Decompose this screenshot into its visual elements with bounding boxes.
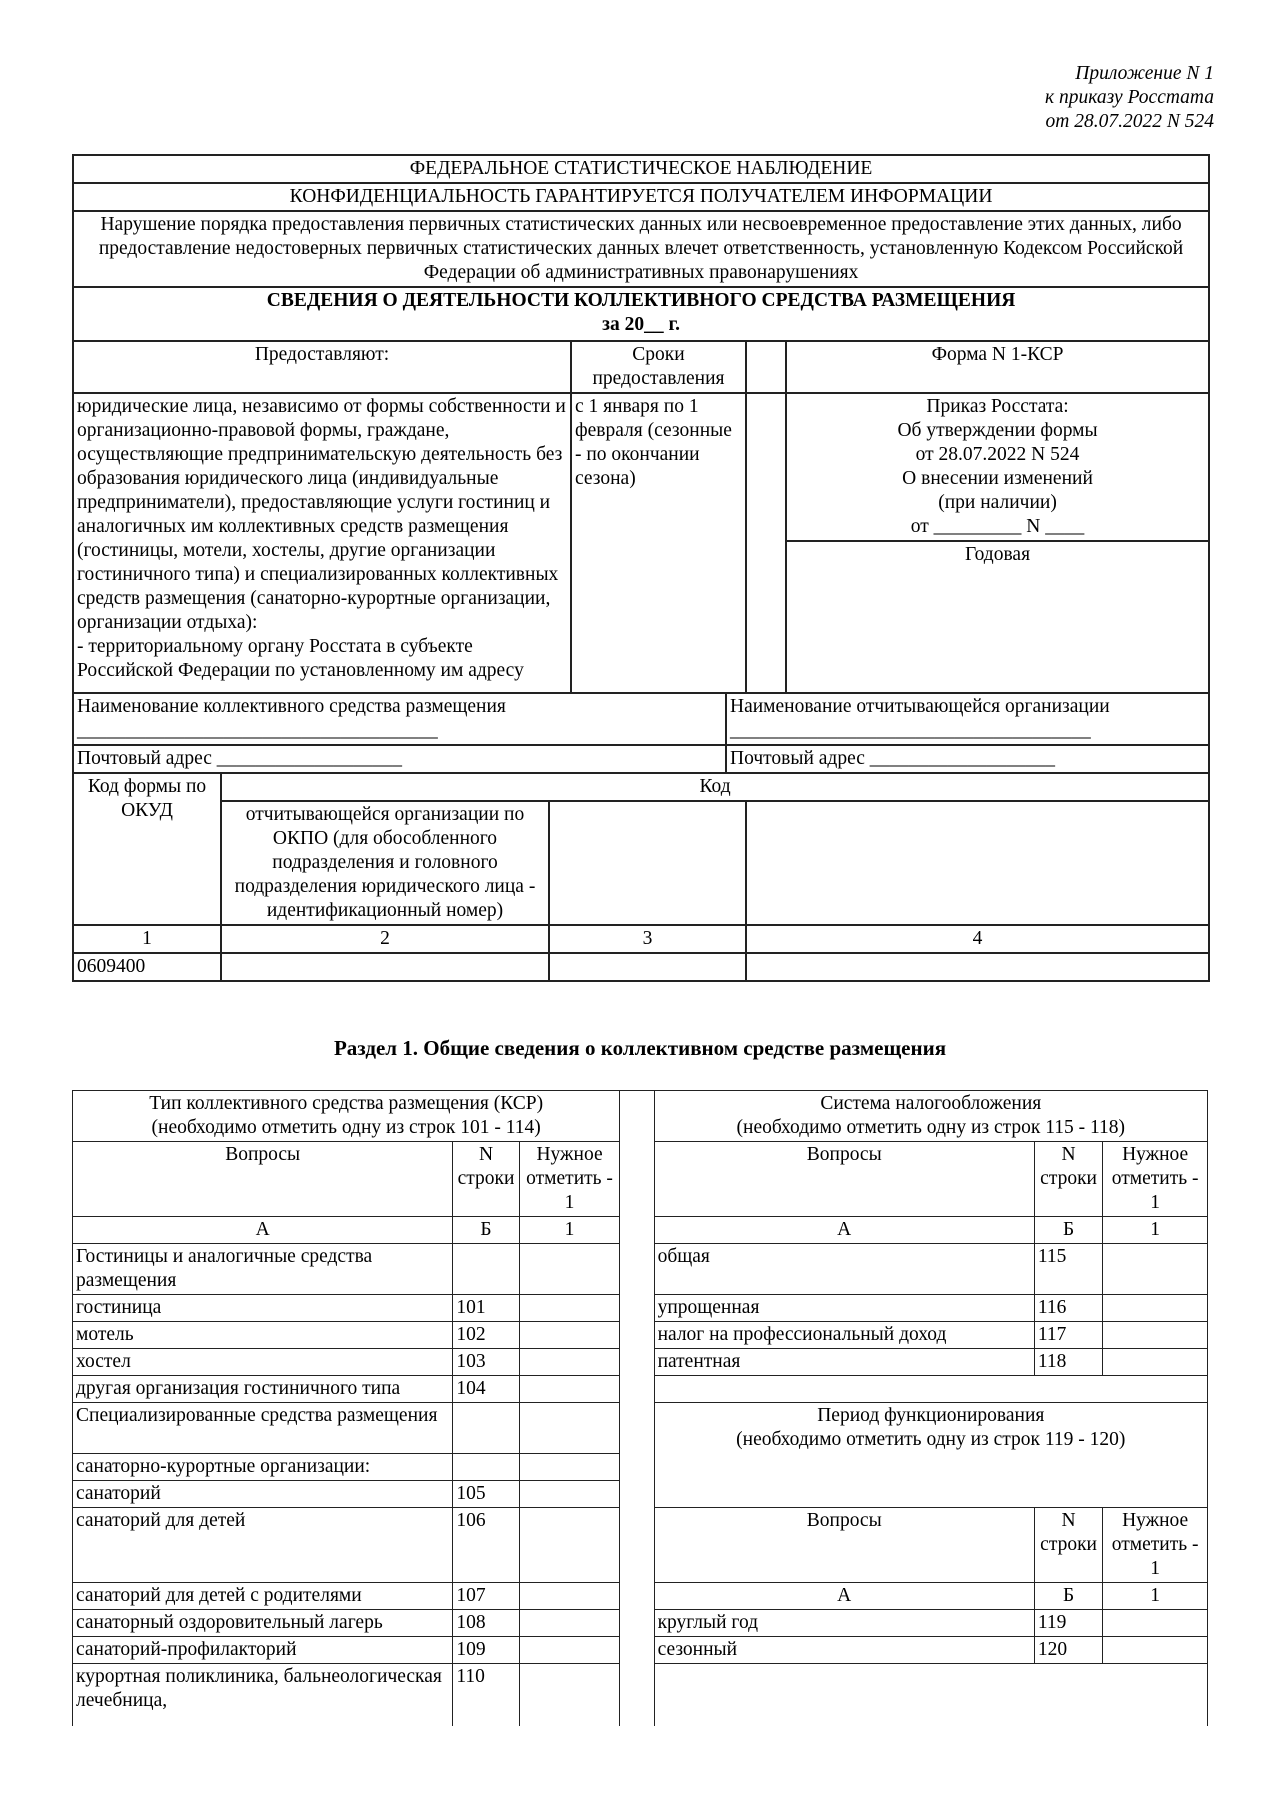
confidentiality-note: КОНФИДЕНЦИАЛЬНОСТЬ ГАРАНТИРУЕТСЯ ПОЛУЧАТЕЛЕМ ИНФОРМАЦИИ [73,183,1209,211]
line-number: 107 [453,1583,519,1610]
form-title-cell [73,287,1209,341]
col-questions: Вопросы [73,1142,453,1217]
col-mark: Нужное отметить - 1 [519,1142,620,1217]
okpo-input[interactable] [221,953,549,981]
period-col-b: Б [1034,1583,1102,1610]
section1-table [72,1090,1208,1726]
table-row-label: Гостиницы и аналогичные средства размещения [73,1244,453,1295]
tax-hint: (необходимо отметить одну из строк 115 - 118) [736,1117,1126,1138]
postal-address-org[interactable]: Почтовый адрес ___________________ [726,745,1209,773]
provide-text-2: - территориальному органу Росстата в субъекте Российской Федерации по установленному им адресу [77,636,524,681]
provide-text: юридические лица, независимо от формы собственности и организационно-правовой формы, граждане, осуществляющие предпринимательскую деятельность без образования юридического лица (индивидуальные предприниматели), предоставляющие услуги гостиниц и аналогичных им коллективных средств размещения (гостиницы, мотели, хостелы, другие организации гостиничного типа) и специализированных коллективных средств размещения (санаторно-курортные организации, организации отдыха): [77,396,566,633]
table-row-label: другая организация гостиничного типа [73,1376,453,1403]
section-title: Раздел 1. Общие сведения о коллективном средстве размещения [333,1036,947,1060]
annex-line-3: от 28.07.2022 N 524 [1045,111,1214,132]
col-questions-tax: Вопросы [654,1142,1034,1217]
col-digit-1: 1 [519,1217,620,1244]
provide-label: Предоставляют: [73,341,571,393]
code-label: Код [221,773,1209,801]
table-row-label: гостиница [73,1295,453,1322]
col-num-3: 3 [549,925,746,953]
okud-value: 0609400 [73,953,221,981]
ksr-name-cell[interactable] [73,693,726,745]
table-row-label: курортная поликлиника, бальнеологическая лечебница, [73,1664,453,1727]
tax-mark-cell[interactable] [1103,1295,1208,1322]
col-letter-b-tax: Б [1034,1217,1102,1244]
period-mark-cell[interactable] [1103,1610,1208,1637]
order-line-3: от 28.07.2022 N 524 [915,444,1080,465]
mark-cell[interactable] [519,1610,620,1637]
col-letter-a: А [73,1217,453,1244]
period-head [654,1403,1207,1508]
tax-row-label: патентная [654,1349,1034,1376]
table-row-label: санаторий-профилакторий [73,1637,453,1664]
periodicity: Годовая [786,541,1209,693]
mark-cell[interactable] [519,1481,620,1508]
line-number: 108 [453,1610,519,1637]
col-digit-1-tax: 1 [1103,1217,1208,1244]
violation-note: Нарушение порядка предоставления первичных статистических данных или несвоевременное предоставление этих данных, либо предоставление недостоверных первичных статистических данных влечет ответственность, установленную Кодексом Российской Федерации об административных правонарушениях [73,211,1209,287]
table-row-label: хостел [73,1349,453,1376]
mark-cell[interactable] [519,1583,620,1610]
table-row-label: Специализированные средства размещения [73,1403,453,1454]
line-number: 110 [453,1664,519,1727]
form-title: СВЕДЕНИЯ О ДЕЯТЕЛЬНОСТИ КОЛЛЕКТИВНОГО СРЕДСТВА РАЗМЕЩЕНИЯ [266,290,1016,311]
code-input-3[interactable] [549,953,746,981]
line-number: 102 [453,1322,519,1349]
period-hint: (необходимо отметить одну из строк 119 - 120) [736,1429,1126,1450]
mark-cell[interactable] [519,1349,620,1376]
period-title: Период функционирования [817,1405,1045,1426]
mark-cell[interactable] [519,1637,620,1664]
ksr-type-title: Тип коллективного средства размещения (КСР) [149,1093,544,1114]
table-row-label: санаторный оздоровительный лагерь [73,1610,453,1637]
ksr-name-label: Наименование коллективного средства размещения [77,696,506,717]
org-name-field[interactable]: _____________________________________ [730,720,1091,741]
okud-label: Код формы по ОКУД [73,773,221,925]
line-number: 101 [453,1295,519,1322]
tax-head [654,1091,1207,1142]
line-number [453,1244,519,1295]
provide-text-cell [73,393,571,693]
line-number: 105 [453,1481,519,1508]
line-number: 109 [453,1637,519,1664]
tax-mark-cell[interactable] [1103,1244,1208,1295]
period-row-label: круглый год [654,1610,1034,1637]
form-number: Форма N 1-КСР [786,341,1209,393]
tax-title: Система налогообложения [820,1093,1042,1114]
ksr-type-hint: (необходимо отметить одну из строк 101 - 114) [151,1117,541,1138]
mark-cell[interactable] [519,1244,620,1295]
table-row-label: мотель [73,1322,453,1349]
order-line-4: О внесении изменений [902,468,1093,489]
period-line-number: 119 [1034,1610,1102,1637]
tax-line-number: 115 [1034,1244,1102,1295]
period-col-mark: Нужное отметить - 1 [1103,1508,1208,1583]
annex-line-1: Приложение N 1 [1075,63,1214,84]
mark-cell[interactable] [519,1664,620,1727]
table-row-label: санаторий для детей [73,1508,453,1583]
annex-note [1045,62,1214,134]
period-col-line-number: N строки [1034,1508,1102,1583]
ksr-name-field[interactable]: _____________________________________ [77,720,438,741]
col-num-2: 2 [221,925,549,953]
table-row-label: санаторий [73,1481,453,1508]
order-line-1: Приказ Росстата: [926,396,1069,417]
tax-row-label: упрощенная [654,1295,1034,1322]
form-header-table [72,154,1210,982]
col-num-4: 4 [746,925,1209,953]
order-line-5: (при наличии) [938,492,1057,513]
period-row-label: сезонный [654,1637,1034,1664]
annex-line-2: к приказу Росстата [1044,87,1214,108]
col-line-number-tax: N строки [1034,1142,1102,1217]
period-col-questions: Вопросы [654,1508,1034,1583]
order-line-2: Об утверждении формы [897,420,1098,441]
federal-observation: ФЕДЕРАЛЬНОЕ СТАТИСТИЧЕСКОЕ НАБЛЮДЕНИЕ [73,155,1209,183]
mark-cell[interactable] [519,1508,620,1583]
line-number: 106 [453,1508,519,1583]
form-year: за 20__ г. [602,314,680,335]
code-input-4[interactable] [746,953,1209,981]
col-num-1: 1 [73,925,221,953]
tax-row-label: налог на профессиональный доход [654,1322,1034,1349]
order-cell [786,393,1209,541]
ksr-type-head [73,1091,620,1142]
mark-cell[interactable] [519,1322,620,1349]
period-line-number: 120 [1034,1637,1102,1664]
tax-line-number: 116 [1034,1295,1102,1322]
order-line-6: от _________ N ____ [910,516,1085,537]
line-number: 103 [453,1349,519,1376]
mark-cell[interactable] [519,1376,620,1403]
table-row-label: санаторий для детей с родителями [73,1583,453,1610]
col-letter-b: Б [453,1217,519,1244]
tax-mark-cell[interactable] [1103,1349,1208,1376]
tax-line-number: 117 [1034,1322,1102,1349]
period-col-1: 1 [1103,1583,1208,1610]
line-number: 104 [453,1376,519,1403]
tax-line-number: 118 [1034,1349,1102,1376]
period-mark-cell[interactable] [1103,1637,1208,1664]
tax-mark-cell[interactable] [1103,1322,1208,1349]
col-letter-a-tax: А [654,1217,1034,1244]
deadline-text: с 1 января по 1 февраля (сезонные - по окончании сезона) [571,393,746,693]
period-col-a: А [654,1583,1034,1610]
mark-cell[interactable] [519,1295,620,1322]
col-mark-tax: Нужное отметить - 1 [1103,1142,1208,1217]
okpo-label: отчитывающейся организации по ОКПО (для обособленного подразделения и головного подразделения юридического лица - идентификационный номер) [221,801,549,925]
tax-row-label: общая [654,1244,1034,1295]
postal-address-ksr[interactable]: Почтовый адрес ___________________ [73,745,726,773]
table-row-label: санаторно-курортные организации: [73,1454,453,1481]
org-name-cell[interactable] [726,693,1209,745]
org-name-label: Наименование отчитывающейся организации [730,696,1110,717]
col-line-number: N строки [453,1142,519,1217]
deadline-label: Сроки предоставления [571,341,746,393]
